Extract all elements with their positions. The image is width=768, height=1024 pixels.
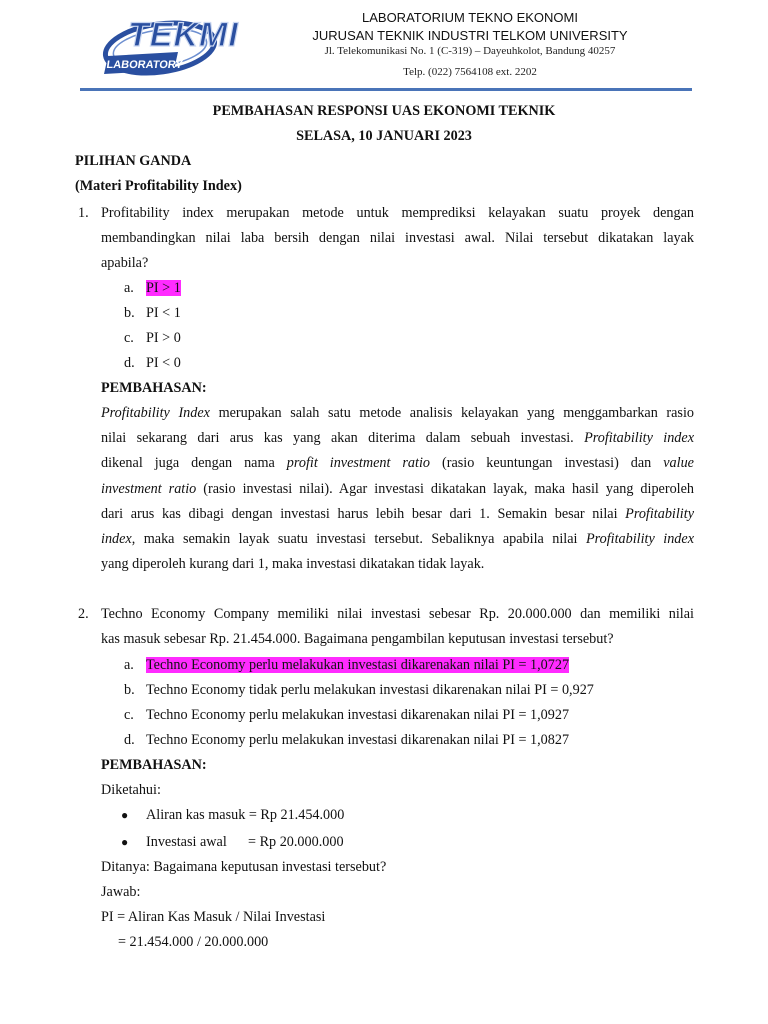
asked-text: Ditanya: Bagaimana keputusan investasi tersebut? [101, 859, 387, 875]
lab-name: LABORATORIUM TEKNO EKONOMI [362, 10, 578, 25]
known-item: Aliran kas masuk = Rp 21.454.000 [146, 807, 345, 823]
document-date: SELASA, 10 JANUARI 2023 [296, 128, 472, 144]
option-text: Techno Economy tidak perlu melakukan investasi dikarenakan nilai PI = 0,927 [146, 682, 594, 698]
option-text: PI < 0 [146, 355, 181, 371]
option-text: Techno Economy perlu melakukan investasi dikarenakan nilai PI = 1,0827 [146, 732, 570, 748]
section-heading: PILIHAN GANDA [75, 153, 192, 169]
discussion-label: PEMBAHASAN: [101, 757, 207, 773]
discussion-line: yang diperoleh kurang dari 1, maka investasi dikatakan tidak layak. [101, 556, 485, 572]
correct-answer-highlight: PI > 1 [146, 280, 181, 296]
bullet-icon: ● [121, 808, 129, 822]
option-text: PI < 1 [146, 305, 181, 321]
option-letter: c. [124, 330, 134, 346]
discussion-line: dari arus kas dibagi dengan investasi harus lebih besar dari 1. Semakin besar nilai Profitability [101, 506, 694, 522]
header-rule [80, 88, 692, 91]
option-letter: b. [124, 682, 135, 698]
question-number: 1. [78, 205, 89, 221]
correct-answer-highlight: Techno Economy perlu melakukan investasi dikarenakan nilai PI = 1,0727 [146, 657, 570, 673]
phone: Telp. (022) 7564108 ext. 2202 [403, 66, 537, 78]
question-text-line: kas masuk sebesar Rp. 21.454.000. Bagaimana pengambilan keputusan investasi tersebut? [101, 631, 614, 647]
svg-text:TEKMI: TEKMI [128, 16, 239, 54]
discussion-line: nilai sekarang dari arus kas yang akan diterima dalam sebuah investasi. Profitability index [101, 430, 694, 446]
option-letter: d. [124, 732, 135, 748]
option-text [146, 278, 181, 298]
known-item: Investasi awal = Rp 20.000.000 [146, 834, 344, 850]
question-text-line: apabila? [101, 255, 149, 271]
document-title: PEMBAHASAN RESPONSI UAS EKONOMI TEKNIK [212, 103, 556, 119]
option-letter: b. [124, 305, 135, 321]
tekmi-logo-icon [100, 12, 290, 78]
question-text-line: membandingkan nilai laba bersih dengan nilai investasi awal. Nilai tersebut dikatakan layak [101, 230, 694, 246]
option-letter: d. [124, 355, 135, 371]
discussion-line: investment ratio (rasio investasi nilai). Agar investasi dikatakan layak, maka hasil yang diperoleh [101, 481, 694, 497]
formula-text: PI = Aliran Kas Masuk / Nilai Investasi [101, 909, 326, 925]
option-text [146, 655, 569, 675]
department-name: JURUSAN TEKNIK INDUSTRI TELKOM UNIVERSITY [312, 28, 628, 43]
answer-label: Jawab: [101, 884, 141, 900]
discussion-line: dikenal juga dengan nama profit investment ratio (rasio keuntungan investasi) dan value [101, 455, 694, 471]
option-letter: c. [124, 707, 134, 723]
discussion-line: Profitability Index merupakan salah satu metode analisis kelayakan yang menggambarkan rasio [101, 405, 694, 421]
svg-text:LABORATORY: LABORATORY [105, 59, 184, 71]
discussion-label: PEMBAHASAN: [101, 380, 207, 396]
topic-heading: (Materi Profitability Index) [75, 178, 242, 194]
question-number: 2. [78, 606, 89, 622]
address: Jl. Telekomunikasi No. 1 (C-319) – Dayeuhkolot, Bandung 40257 [324, 45, 616, 57]
option-letter: a. [124, 280, 134, 296]
option-letter: a. [124, 657, 134, 673]
known-label: Diketahui: [101, 782, 161, 798]
bullet-icon: ● [121, 835, 129, 849]
discussion-line: index, maka semakin layak suatu investasi tersebut. Sebaliknya apabila nilai Profitability index [101, 531, 694, 547]
calculation-text: = 21.454.000 / 20.000.000 [118, 934, 269, 950]
option-text: Techno Economy perlu melakukan investasi dikarenakan nilai PI = 1,0927 [146, 707, 570, 723]
option-text: PI > 0 [146, 330, 181, 346]
question-text-line: Techno Economy Company memiliki nilai investasi sebesar Rp. 20.000.000 dan memiliki nilai [101, 606, 694, 622]
tekmi-logo [100, 12, 290, 78]
question-text-line: Profitability index merupakan metode untuk memprediksi kelayakan suatu proyek dengan [101, 205, 694, 221]
